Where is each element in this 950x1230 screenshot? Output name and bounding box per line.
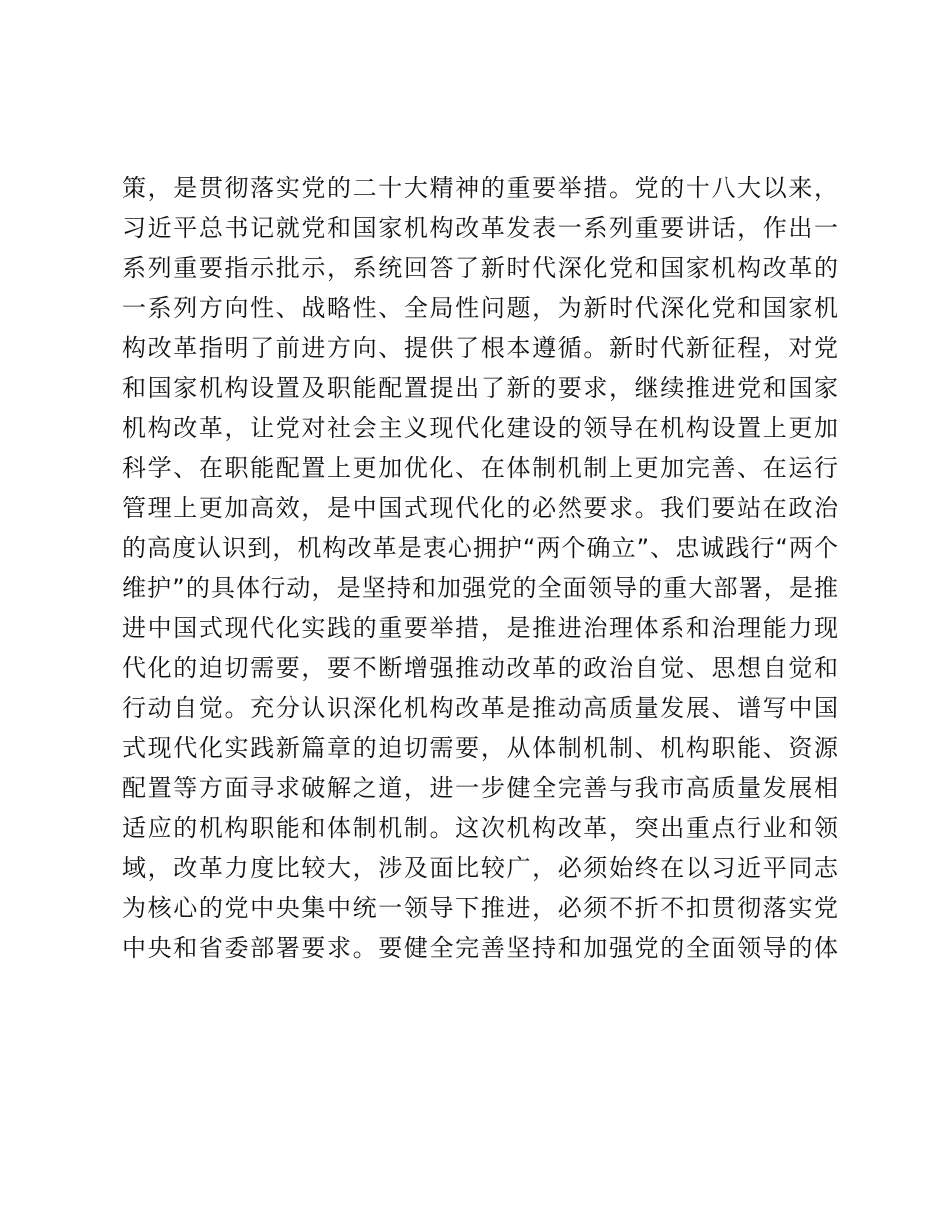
text-line-6: 和国家机构设置及职能配置提出了新的要求，继续推进党和国家	[122, 374, 838, 402]
text-line-16: 配置等方面寻求破解之道，进一步健全完善与我市高质量发展相	[122, 774, 838, 802]
text-line-13: 代化的迫切需要，要不断增强推动改革的政治自觉、思想自觉和	[122, 654, 838, 682]
text-line-3: 系列重要指示批示，系统回答了新时代深化党和国家机构改革的	[122, 254, 838, 282]
text-line-20: 中央和省委部署要求。要健全完善坚持和加强党的全面领导的体	[122, 934, 838, 962]
text-line-8: 科学、在职能配置上更加优化、在体制机制上更加完善、在运行	[122, 454, 838, 482]
text-line-9: 管理上更加高效，是中国式现代化的必然要求。我们要站在政治	[122, 494, 838, 522]
text-line-7: 机构改革，让党对社会主义现代化建设的领导在机构设置上更加	[122, 414, 838, 442]
text-line-17: 适应的机构职能和体制机制。这次机构改革，突出重点行业和领	[122, 814, 838, 842]
body-text	[122, 168, 838, 968]
text-line-18: 域，改革力度比较大，涉及面比较广，必须始终在以习近平同志	[122, 854, 838, 882]
text-line-12: 进中国式现代化实践的重要举措，是推进治理体系和治理能力现	[122, 614, 838, 642]
text-line-4: 一系列方向性、战略性、全局性问题，为新时代深化党和国家机	[122, 294, 838, 322]
text-line-19: 为核心的党中央集中统一领导下推进，必须不折不扣贯彻落实党	[122, 894, 838, 922]
text-line-5: 构改革指明了前进方向、提供了根本遵循。新时代新征程，对党	[122, 334, 838, 362]
text-line-1: 策，是贯彻落实党的二十大精神的重要举措。党的十八大以来，	[122, 174, 838, 202]
text-line-11: 维护”的具体行动，是坚持和加强党的全面领导的重大部署，是推	[122, 574, 838, 602]
text-line-14: 行动自觉。充分认识深化机构改革是推动高质量发展、谱写中国	[122, 694, 838, 722]
text-line-10: 的高度认识到，机构改革是衷心拥护“两个确立”、忠诚践行“两个	[122, 534, 838, 562]
text-line-2: 习近平总书记就党和国家机构改革发表一系列重要讲话，作出一	[122, 214, 838, 242]
text-line-15: 式现代化实践新篇章的迫切需要，从体制机制、机构职能、资源	[122, 734, 838, 762]
